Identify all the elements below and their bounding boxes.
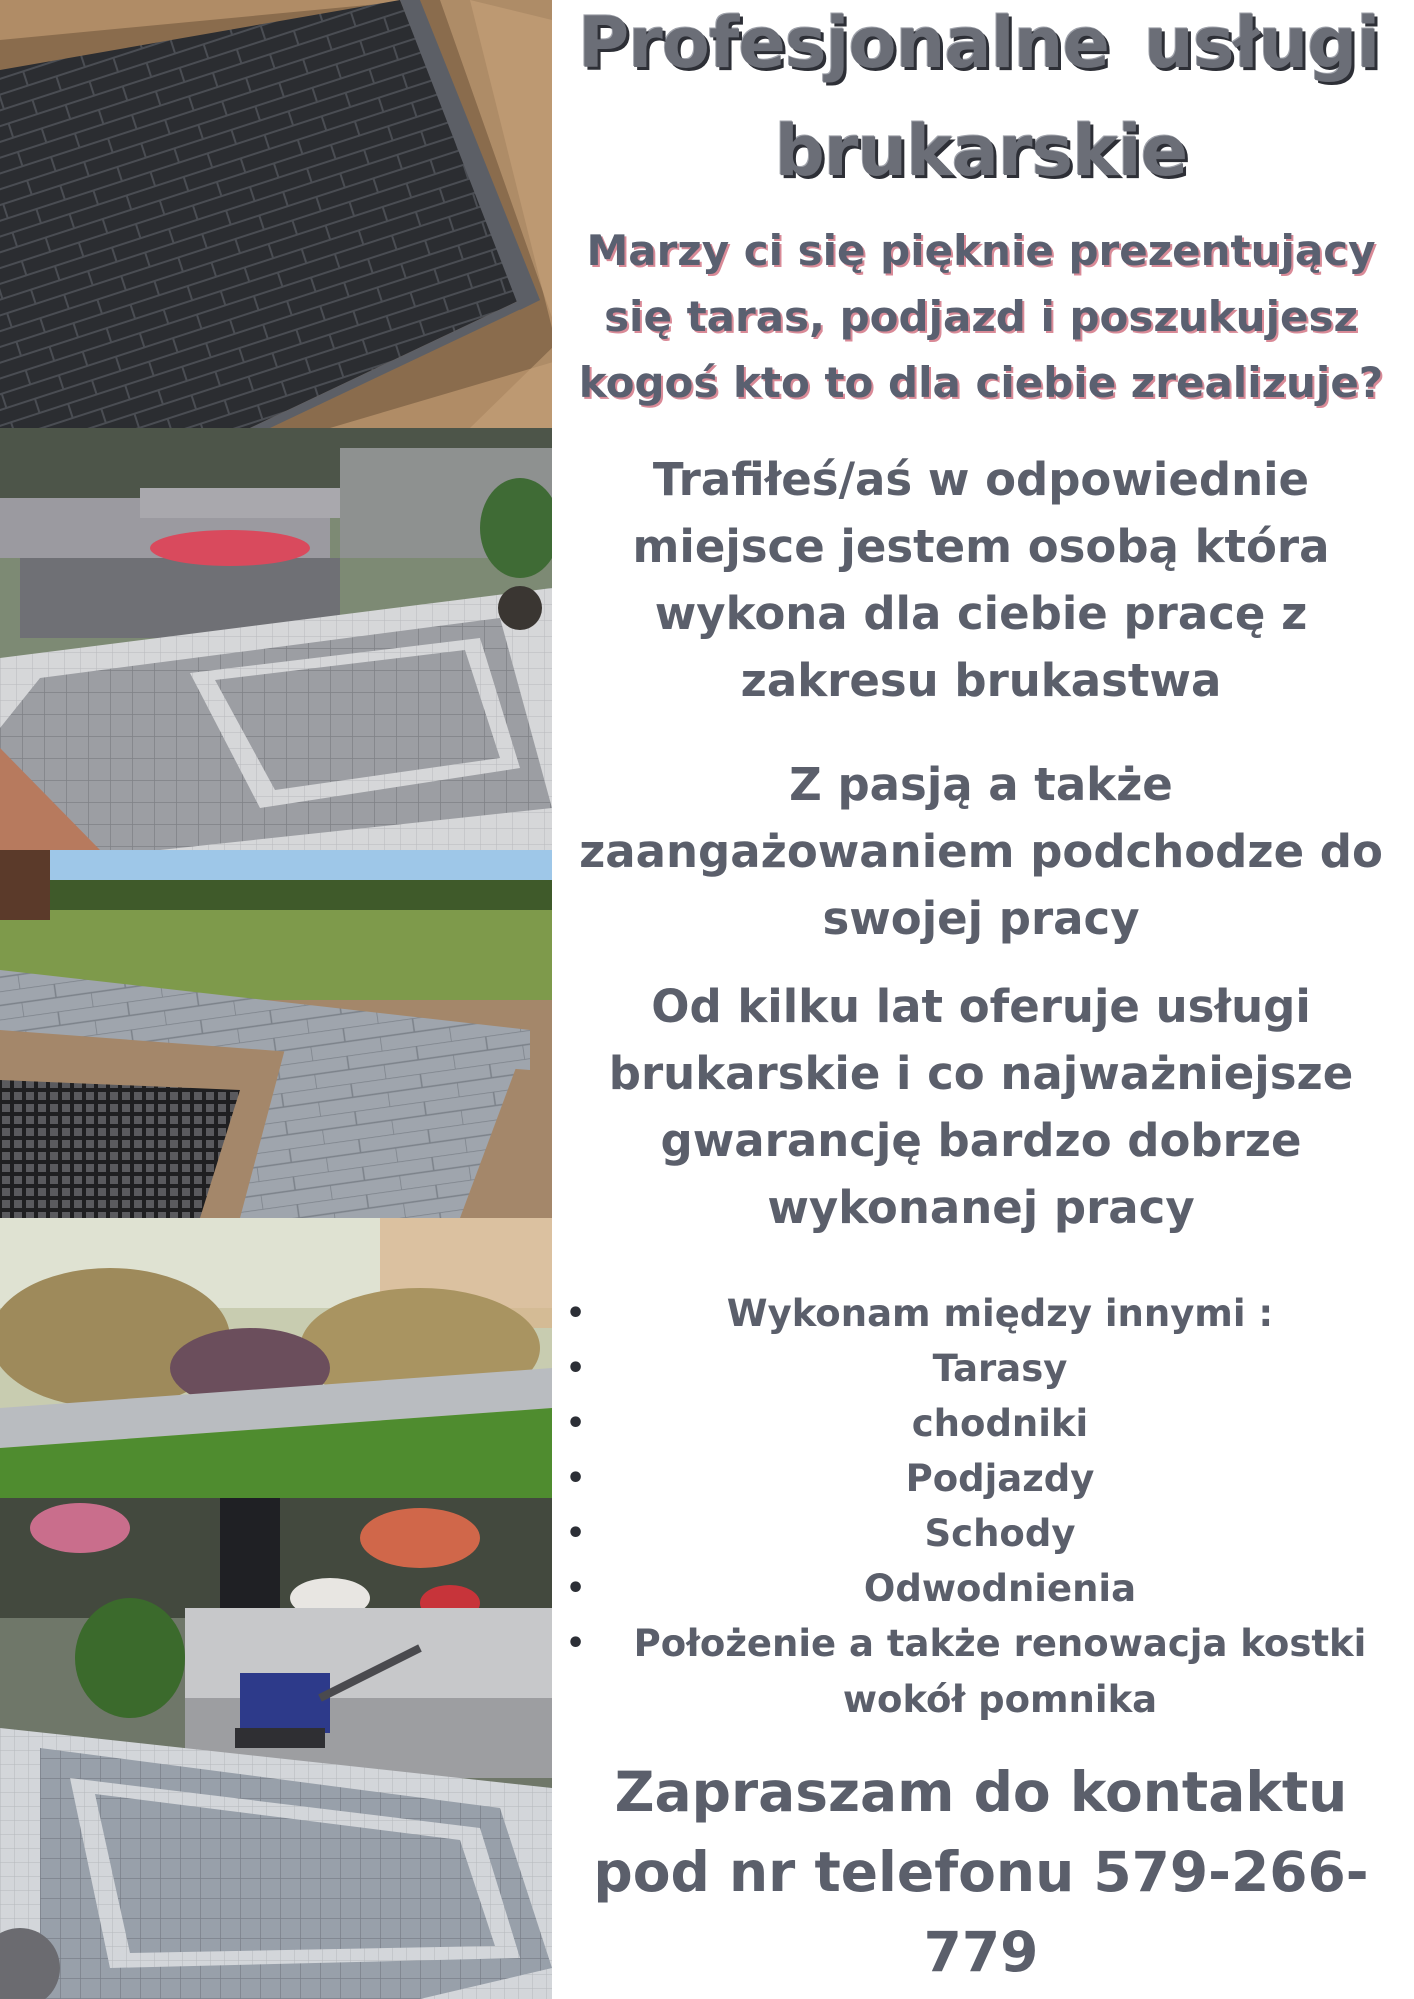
services-list-item: • chodniki: [556, 1396, 1406, 1451]
intro-question-line: się taras, podjazd i poszukujesz: [604, 292, 1358, 341]
services-list-item: • Tarasy: [556, 1341, 1406, 1396]
services-list-item: • Wykonam między innymi :: [556, 1286, 1406, 1341]
contact-phone-line: 779: [923, 1920, 1039, 1984]
paragraph-line: Od kilku lat oferuje usługi: [651, 980, 1311, 1033]
paragraph-line: wykonanej pracy: [767, 1181, 1195, 1234]
paragraph-line: Z pasją a także: [789, 758, 1173, 811]
photo-garden-grass: [0, 1218, 552, 1498]
paragraph-line: miejsce jestem osobą która: [632, 520, 1330, 573]
photo-cemetery-compactor: [0, 1498, 552, 1999]
paragraph-line: wykona dla ciebie pracę z: [654, 587, 1308, 640]
contact-line: Zapraszam do kontaktu: [614, 1760, 1348, 1824]
text-column: [556, 0, 1406, 1999]
paragraph-line: brukarskie i co najważniejsze: [608, 1047, 1354, 1100]
paragraph-passion: [556, 751, 1406, 952]
photo-dark-paving: [0, 0, 552, 428]
photo-column: [0, 0, 552, 1999]
photo-garden-slabs: [0, 850, 552, 1218]
photo-cemetery-paving: [0, 428, 552, 850]
paragraph-line: swojej pracy: [822, 892, 1140, 945]
intro-question-line: Marzy ci się pięknie prezentujący: [586, 226, 1376, 275]
services-list-item: [556, 1616, 1406, 1728]
paragraph-line: zaangażowaniem podchodze do: [579, 825, 1383, 878]
services-list-item: • Schody: [556, 1506, 1406, 1561]
services-list-item: • Odwodnienia: [556, 1561, 1406, 1616]
paragraph-experience: [556, 973, 1406, 1241]
paragraph-right-place: [556, 446, 1406, 714]
services-list: [556, 1286, 1406, 1728]
paragraph-line: zakresu brukastwa: [740, 654, 1222, 707]
paragraph-line: gwarancję bardzo dobrze: [660, 1114, 1302, 1167]
title-word-3: brukarskie: [774, 110, 1188, 192]
services-list-item: • Podjazdy: [556, 1451, 1406, 1506]
contact-phone-line: pod nr telefonu 579-266-: [593, 1840, 1369, 1904]
services-last-line-2: wokół pomnika: [842, 1678, 1158, 1721]
services-last-line-1: Położenie a także renowacja kostki: [633, 1622, 1367, 1665]
title-word-1: Profesjonalne: [578, 2, 1109, 84]
contact-callout: [556, 1752, 1406, 1992]
title-word-2: usługi: [1144, 2, 1380, 84]
intro-question-line: kogoś kto to dla ciebie zrealizuje?: [578, 358, 1384, 407]
intro-question: [556, 218, 1406, 416]
paragraph-line: Trafiłeś/aś w odpowiednie: [652, 453, 1310, 506]
